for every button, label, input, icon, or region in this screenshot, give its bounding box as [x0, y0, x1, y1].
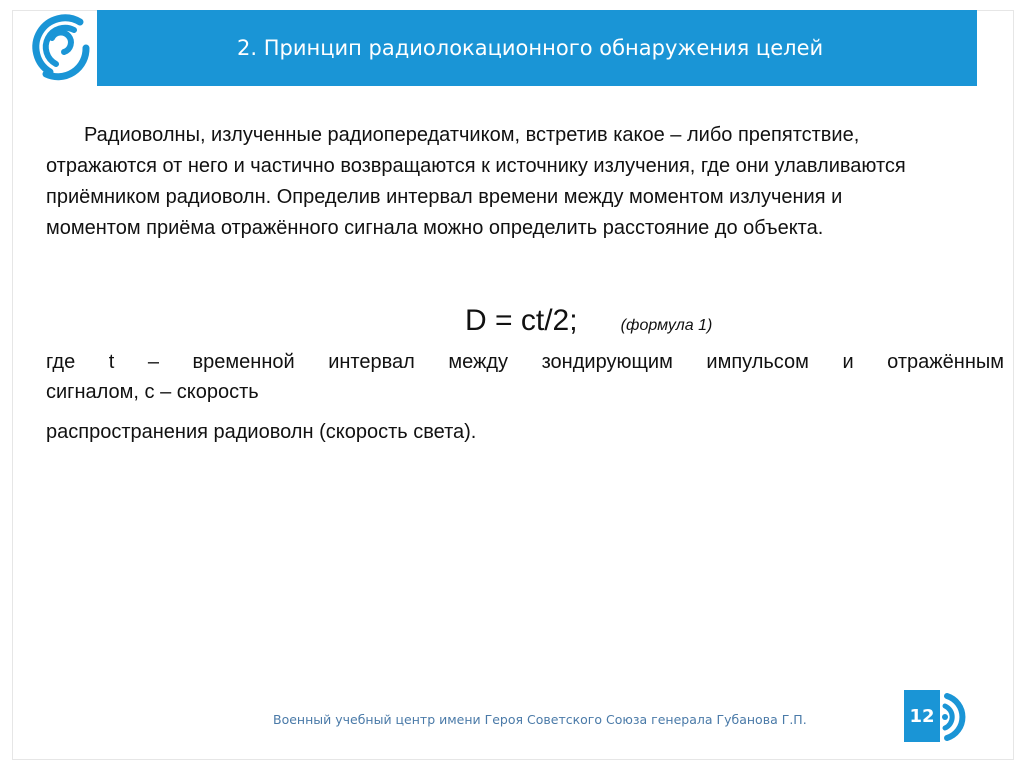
formula-expression: D = ct/2;: [465, 304, 578, 337]
page-title: 2. Принцип радиолокационного обнаружения целей: [237, 36, 824, 60]
definition-line-2: сигналом, с – скорость: [46, 381, 259, 403]
formula: [465, 304, 712, 338]
formula-label: (формула 1): [620, 317, 713, 334]
definition-line-3: распространения радиоволн (скорость света).: [46, 421, 477, 443]
page-number: 12: [904, 690, 940, 742]
footer-caption: Военный учебный центр имени Героя Советского Союза генерала Губанова Г.П.: [273, 712, 807, 727]
body-paragraph: Радиоволны, излученные радиопередатчиком, встретив какое – либо препятствие, отражаются от него и частично возвращаются к источнику излучения, где они улавливаются приёмником радиоволн. Определив интервал времени между моментом излучения и моментом приёма отражённого сигнала можно определить расстояние до объекта.: [46, 124, 906, 239]
header-bar: [97, 10, 977, 86]
organization-logo-icon: [941, 690, 981, 744]
definition-line-1: где t – временной интервал между зондирующим импульсом и отражённым: [46, 351, 1004, 373]
organization-logo-icon: [28, 8, 98, 88]
